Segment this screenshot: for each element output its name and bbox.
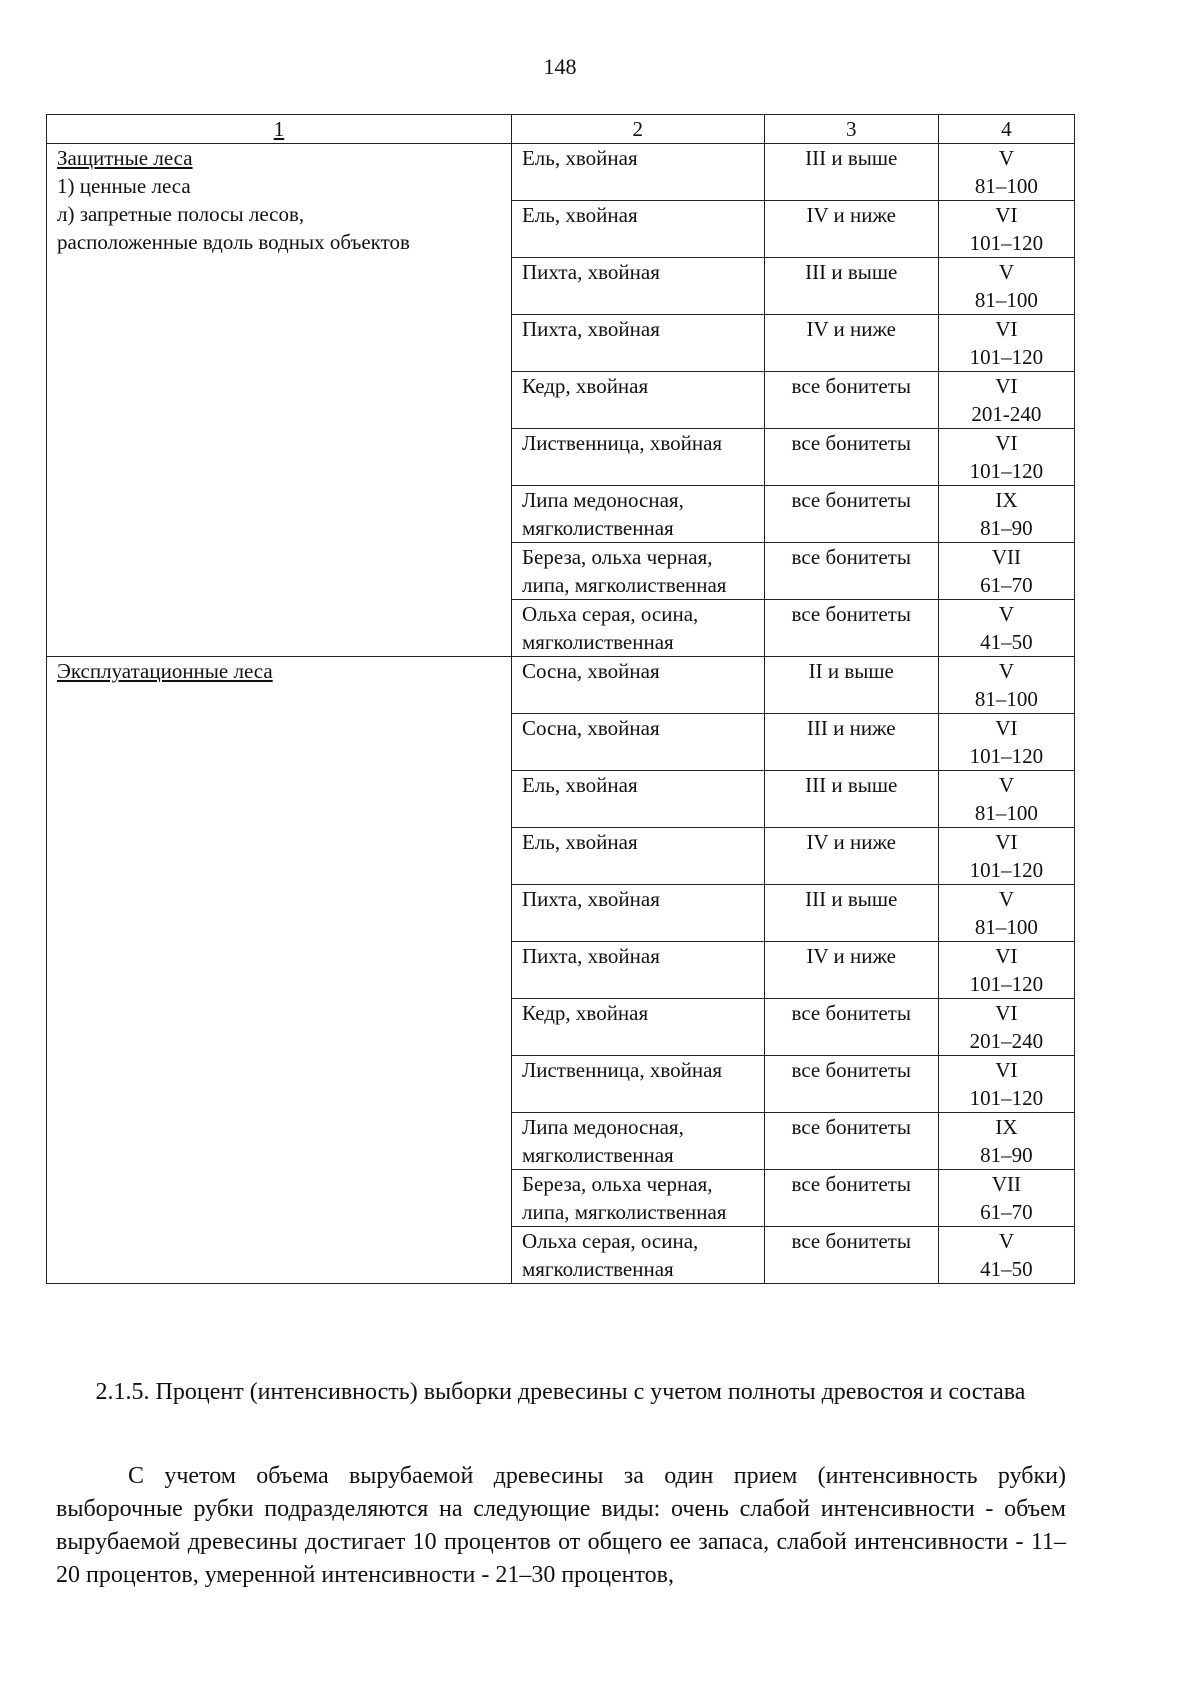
- age-range: 101–120: [969, 1086, 1044, 1110]
- forest-category-line: расположенные вдоль водных объектов: [57, 230, 410, 254]
- species-cell: Лиственница, хвойная: [511, 429, 764, 486]
- age-range: 101–120: [969, 858, 1044, 882]
- age-range: 41–50: [980, 1257, 1033, 1281]
- age-class-cell: [938, 828, 1074, 885]
- page-number: 148: [543, 54, 577, 79]
- age-class-cell: [938, 1227, 1074, 1284]
- species-cell: Пихта, хвойная: [511, 258, 764, 315]
- age-class-cell: [938, 1113, 1074, 1170]
- bonitet-cell: все бонитеты: [764, 429, 938, 486]
- age-class-cell: [938, 144, 1074, 201]
- age-range: 101–120: [969, 972, 1044, 996]
- age-class-cell: [938, 657, 1074, 714]
- age-class: V: [998, 602, 1015, 626]
- bonitet-cell: все бонитеты: [764, 1056, 938, 1113]
- bonitet-cell: все бонитеты: [764, 600, 938, 657]
- species-cell: Пихта, хвойная: [511, 885, 764, 942]
- age-class-cell: [938, 258, 1074, 315]
- age-range: 81–100: [974, 174, 1038, 198]
- bonitet-cell: все бонитеты: [764, 543, 938, 600]
- age-class-cell: [938, 714, 1074, 771]
- age-range: 41–50: [980, 630, 1033, 654]
- age-range: 101–120: [969, 345, 1044, 369]
- age-class: VI: [995, 1058, 1018, 1082]
- age-range: 101–120: [969, 459, 1044, 483]
- species-cell: Кедр, хвойная: [511, 999, 764, 1056]
- forest-category-line: Защитные леса: [57, 146, 193, 170]
- forest-age-table: [46, 114, 1075, 1284]
- species-cell: Сосна, хвойная: [511, 657, 764, 714]
- age-class-cell: [938, 429, 1074, 486]
- age-range: 81–90: [980, 516, 1033, 540]
- age-range: 81–100: [974, 915, 1038, 939]
- column-header-2: 2: [511, 115, 764, 144]
- column-header-3: 3: [764, 115, 938, 144]
- bonitet-cell: III и выше: [764, 885, 938, 942]
- bonitet-cell: все бонитеты: [764, 486, 938, 543]
- bonitet-cell: IV и ниже: [764, 942, 938, 999]
- age-class: VII: [991, 1172, 1021, 1196]
- age-class: V: [998, 146, 1015, 170]
- table-row: [47, 657, 1075, 714]
- age-range: 61–70: [980, 573, 1033, 597]
- age-class-cell: [938, 600, 1074, 657]
- bonitet-cell: все бонитеты: [764, 999, 938, 1056]
- bonitet-cell: IV и ниже: [764, 315, 938, 372]
- age-class-cell: [938, 1170, 1074, 1227]
- species-cell: Береза, ольха черная, липа, мягколиственная: [511, 1170, 764, 1227]
- section-heading: 2.1.5. Процент (интенсивность) выборки древесины с учетом полноты древостоя и состава: [95, 1379, 1026, 1405]
- species-cell: Липа медоносная, мягколиственная: [511, 486, 764, 543]
- age-range: 61–70: [980, 1200, 1033, 1224]
- table-header-row: [47, 115, 1075, 144]
- age-class-cell: [938, 486, 1074, 543]
- species-cell: Ольха серая, осина, мягколиственная: [511, 1227, 764, 1284]
- forest-category-line: л) запретные полосы лесов,: [57, 202, 305, 226]
- species-cell: Пихта, хвойная: [511, 315, 764, 372]
- age-range: 201-240: [971, 402, 1042, 426]
- age-class: V: [998, 887, 1015, 911]
- age-class: VI: [995, 374, 1018, 398]
- species-cell: Ель, хвойная: [511, 144, 764, 201]
- age-class: V: [998, 773, 1015, 797]
- age-range: 201–240: [969, 1029, 1044, 1053]
- species-cell: Ель, хвойная: [511, 828, 764, 885]
- forest-category-cell: [47, 144, 512, 657]
- bonitet-cell: III и выше: [764, 258, 938, 315]
- bonitet-cell: все бонитеты: [764, 1113, 938, 1170]
- age-class: VI: [995, 830, 1018, 854]
- age-class-cell: [938, 543, 1074, 600]
- bonitet-cell: IV и ниже: [764, 828, 938, 885]
- bonitet-cell: III и ниже: [764, 714, 938, 771]
- age-class: VI: [995, 203, 1018, 227]
- species-cell: Лиственница, хвойная: [511, 1056, 764, 1113]
- age-class: VI: [995, 1001, 1018, 1025]
- column-header-4: 4: [938, 115, 1074, 144]
- age-class: VI: [995, 716, 1018, 740]
- species-cell: Береза, ольха черная, липа, мягколиственная: [511, 543, 764, 600]
- age-range: 81–100: [974, 288, 1038, 312]
- forest-category-cell: [47, 657, 512, 1284]
- species-cell: Ель, хвойная: [511, 771, 764, 828]
- forest-category-line: 1) ценные леса: [57, 174, 191, 198]
- age-class: VII: [991, 545, 1021, 569]
- bonitet-cell: все бонитеты: [764, 1170, 938, 1227]
- species-cell: Пихта, хвойная: [511, 942, 764, 999]
- age-class-cell: [938, 372, 1074, 429]
- age-class-cell: [938, 315, 1074, 372]
- bonitet-cell: все бонитеты: [764, 1227, 938, 1284]
- species-cell: Ольха серая, осина, мягколиственная: [511, 600, 764, 657]
- age-class: VI: [995, 944, 1018, 968]
- age-class-cell: [938, 771, 1074, 828]
- bonitet-cell: IV и ниже: [764, 201, 938, 258]
- age-class: V: [998, 260, 1015, 284]
- table-row: [47, 144, 1075, 201]
- age-range: 81–100: [974, 687, 1038, 711]
- forest-category-line: Эксплуатационные леса: [57, 659, 273, 683]
- bonitet-cell: все бонитеты: [764, 372, 938, 429]
- species-cell: Сосна, хвойная: [511, 714, 764, 771]
- age-class-cell: [938, 1056, 1074, 1113]
- age-range: 81–100: [974, 801, 1038, 825]
- bonitet-cell: II и выше: [764, 657, 938, 714]
- age-class: VI: [995, 317, 1018, 341]
- species-cell: Ель, хвойная: [511, 201, 764, 258]
- age-class-cell: [938, 942, 1074, 999]
- age-range: 101–120: [969, 744, 1044, 768]
- age-range: 81–90: [980, 1143, 1033, 1167]
- age-class-cell: [938, 885, 1074, 942]
- bonitet-cell: III и выше: [764, 144, 938, 201]
- column-header-1: 1: [47, 115, 512, 144]
- bonitet-cell: III и выше: [764, 771, 938, 828]
- table-body: [47, 144, 1075, 1284]
- age-class: IX: [995, 1115, 1018, 1139]
- age-class: VI: [995, 431, 1018, 455]
- age-range: 101–120: [969, 231, 1044, 255]
- species-cell: Кедр, хвойная: [511, 372, 764, 429]
- species-cell: Липа медоносная, мягколиственная: [511, 1113, 764, 1170]
- age-class-cell: [938, 201, 1074, 258]
- age-class: V: [998, 659, 1015, 683]
- age-class: IX: [995, 488, 1018, 512]
- body-paragraph: С учетом объема вырубаемой древесины за один прием (интенсивность рубки) выборочные рубки подразделяются на следующие виды: очень слабой интенсивности - объем вырубаемой древесины достигает 10 процентов от общего ее запаса, слабой интенсивности - 11–20 процентов, умеренной интенсивности - 21–30 процентов,: [56, 1463, 1066, 1588]
- age-class: V: [998, 1229, 1015, 1253]
- age-class-cell: [938, 999, 1074, 1056]
